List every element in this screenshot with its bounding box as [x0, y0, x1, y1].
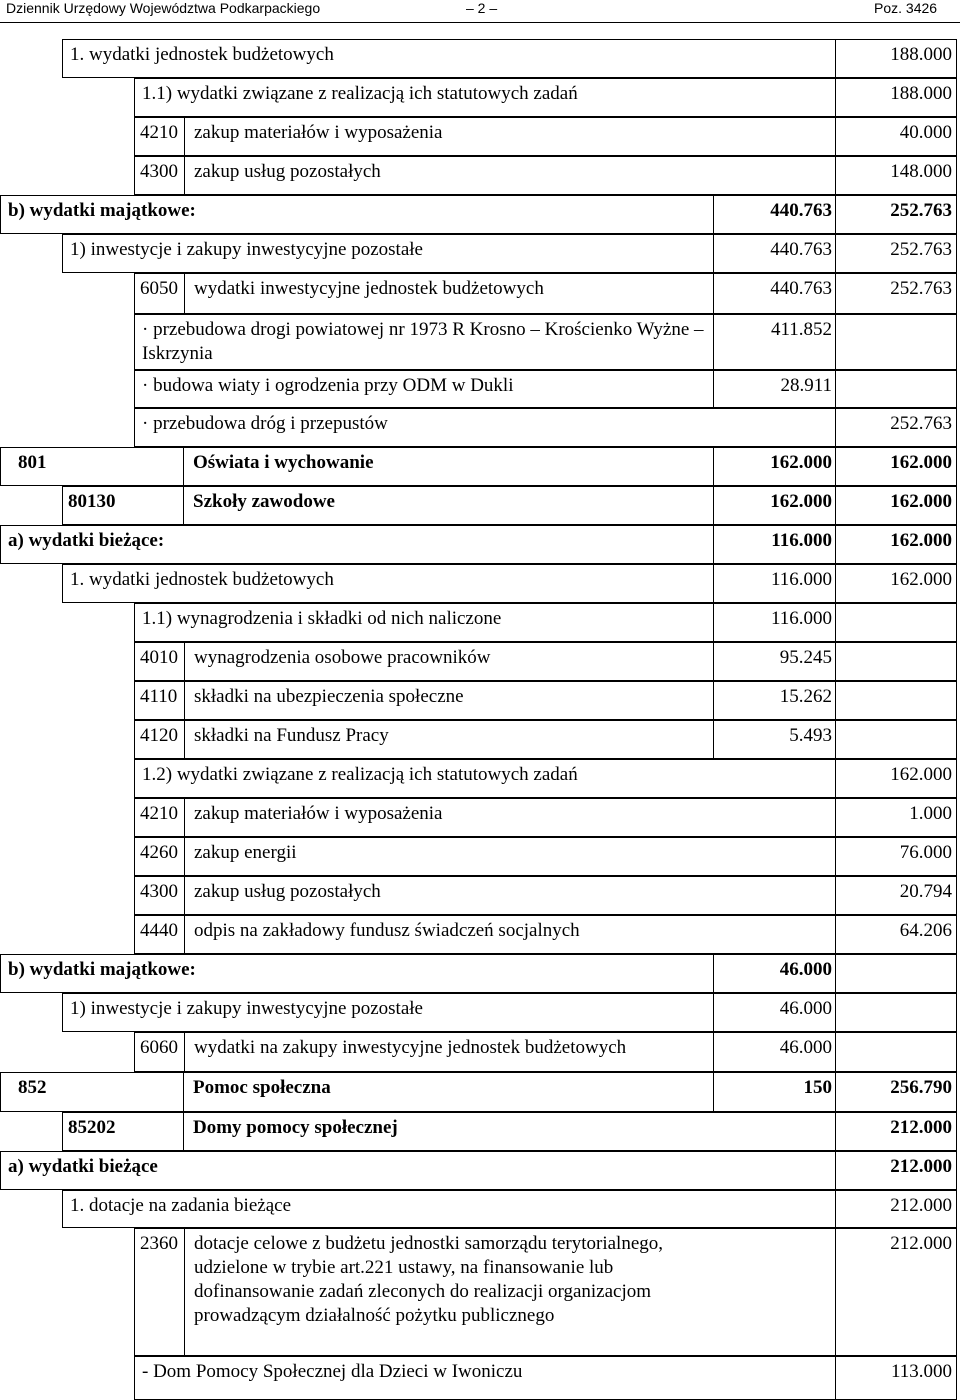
column-separator: [713, 314, 714, 370]
row-label: 1. wydatki jednostek budżetowych: [70, 569, 334, 590]
amount-decrease: 46.000: [779, 998, 832, 1019]
column-separator: [835, 1112, 836, 1151]
paragraph-code: 4300: [140, 161, 178, 182]
column-separator: [713, 603, 714, 642]
position-number: Poz. 3426: [874, 0, 938, 16]
row-label: wydatki inwestycyjne jednostek budżetowych: [194, 278, 544, 299]
paragraph-code: 4210: [140, 803, 178, 824]
amount-decrease: 150: [803, 1077, 832, 1098]
table-row: [0, 370, 960, 408]
amount-decrease: 411.852: [770, 319, 832, 340]
classification-code: 801: [18, 452, 47, 473]
table-row: [0, 1356, 960, 1400]
row-label: zakup materiałów i wyposażenia: [194, 803, 443, 824]
amount-increase: 162.000: [890, 491, 952, 512]
amount-increase: 212.000: [890, 1195, 952, 1216]
table-row: [0, 1112, 960, 1151]
column-separator: [713, 642, 714, 681]
amount-decrease: 46.000: [779, 959, 832, 980]
column-separator: [713, 681, 714, 720]
row-label: składki na Fundusz Pracy: [194, 725, 389, 746]
amount-increase: 252.763: [890, 239, 952, 260]
column-separator: [835, 234, 836, 273]
column-separator: [835, 156, 836, 195]
table-row: [0, 408, 960, 447]
column-separator: [713, 370, 714, 408]
column-separator: [713, 447, 714, 486]
column-separator: [713, 993, 714, 1032]
row-label: odpis na zakładowy fundusz świadczeń socjalnych: [194, 920, 580, 941]
column-separator: [183, 1112, 184, 1151]
paragraph-code: 2360: [140, 1233, 178, 1254]
table-row: [0, 117, 960, 156]
row-label: Domy pomocy społecznej: [193, 1117, 398, 1138]
column-separator: [184, 117, 185, 156]
row-label: Oświata i wychowanie: [193, 452, 374, 473]
table-row: [0, 642, 960, 681]
amount-increase: 212.000: [890, 1156, 952, 1177]
column-separator: [713, 525, 714, 564]
column-separator: [713, 720, 714, 759]
amount-decrease: 116.000: [771, 530, 832, 551]
amount-increase: 113.000: [890, 1361, 952, 1382]
amount-increase: 188.000: [890, 44, 952, 65]
amount-decrease: 5.493: [789, 725, 832, 746]
column-separator: [184, 1032, 185, 1072]
row-label: b) wydatki majątkowe:: [8, 959, 196, 980]
paragraph-code: 4440: [140, 920, 178, 941]
column-separator: [835, 681, 836, 720]
amount-increase: 188.000: [890, 83, 952, 104]
page-header: [0, 0, 960, 22]
column-separator: [835, 39, 836, 78]
amount-decrease: 116.000: [770, 569, 832, 590]
column-separator: [835, 564, 836, 603]
row-label: a) wydatki bieżące: [8, 1156, 158, 1177]
row-label: Szkoły zawodowe: [193, 491, 335, 512]
row-label: zakup energii: [194, 842, 297, 863]
column-separator: [184, 681, 185, 720]
column-separator: [713, 1072, 714, 1112]
column-separator: [835, 759, 836, 798]
row-label: 1. dotacje na zadania bieżące: [70, 1195, 291, 1216]
column-separator: [183, 447, 184, 486]
column-separator: [713, 1032, 714, 1072]
row-label: · przebudowa drogi powiatowej nr 1973 R Krosno – Krościenko Wyżne – Iskrzynia: [142, 319, 704, 364]
column-separator: [184, 642, 185, 681]
row-label: 1.1) wydatki związane z realizacją ich statutowych zadań: [142, 83, 578, 104]
table-row: [0, 759, 960, 798]
row-label: 1) inwestycje i zakupy inwestycyjne pozostałe: [70, 998, 423, 1019]
column-separator: [835, 837, 836, 876]
amount-increase: 40.000: [899, 122, 952, 143]
amount-increase: 162.000: [890, 530, 952, 551]
table-row: [0, 1190, 960, 1228]
column-separator: [835, 720, 836, 759]
paragraph-code: 4120: [140, 725, 178, 746]
amount-increase: 162.000: [890, 764, 952, 785]
amount-decrease: 440.763: [770, 200, 832, 221]
amount-decrease: 15.262: [779, 686, 832, 707]
column-separator: [835, 273, 836, 314]
column-separator: [835, 195, 836, 234]
paragraph-code: 4110: [140, 686, 178, 707]
paragraph-code: 6060: [140, 1037, 178, 1058]
table-row: [0, 314, 960, 370]
table-row: [0, 681, 960, 720]
column-separator: [835, 525, 836, 564]
amount-increase: 20.794: [899, 881, 952, 902]
table-row: [0, 156, 960, 195]
column-separator: [184, 915, 185, 954]
column-separator: [835, 1190, 836, 1228]
table-row: [0, 720, 960, 759]
row-label: 1. wydatki jednostek budżetowych: [70, 44, 334, 65]
row-label: · budowa wiaty i ogrodzenia przy ODM w Dukli: [142, 375, 514, 396]
column-separator: [183, 1072, 184, 1112]
amount-increase: 162.000: [890, 569, 952, 590]
column-separator: [184, 273, 185, 314]
column-separator: [835, 1032, 836, 1072]
amount-increase: 252.763: [890, 278, 952, 299]
amount-increase: 148.000: [890, 161, 952, 182]
column-separator: [835, 1228, 836, 1356]
table-row: [0, 195, 960, 234]
row-label: zakup usług pozostałych: [194, 161, 381, 182]
amount-increase: 212.000: [890, 1233, 952, 1254]
amount-decrease: 28.911: [780, 375, 832, 396]
column-separator: [184, 837, 185, 876]
amount-decrease: 440.763: [770, 239, 832, 260]
column-separator: [713, 234, 714, 273]
table-row: [0, 603, 960, 642]
row-label: wynagrodzenia osobowe pracowników: [194, 647, 491, 668]
column-separator: [835, 603, 836, 642]
amount-decrease: 440.763: [770, 278, 832, 299]
classification-code: 852: [18, 1077, 47, 1098]
column-separator: [835, 798, 836, 837]
amount-increase: 76.000: [899, 842, 952, 863]
column-separator: [713, 954, 714, 993]
table-row: [0, 837, 960, 876]
amount-increase: 252.763: [890, 413, 952, 434]
table-row: [0, 564, 960, 603]
table-row: [0, 273, 960, 314]
column-separator: [835, 370, 836, 408]
column-separator: [835, 915, 836, 954]
column-separator: [835, 486, 836, 525]
row-label: 1.1) wynagrodzenia i składki od nich naliczone: [142, 608, 502, 629]
classification-code: 85202: [68, 1117, 116, 1138]
table-row: [0, 993, 960, 1032]
table-row: [0, 1228, 960, 1356]
column-separator: [184, 156, 185, 195]
amount-increase: 162.000: [890, 452, 952, 473]
row-label: zakup usług pozostałych: [194, 881, 381, 902]
amount-decrease: 162.000: [770, 491, 832, 512]
paragraph-code: 4260: [140, 842, 178, 863]
amount-increase: 1.000: [909, 803, 952, 824]
column-separator: [835, 993, 836, 1032]
paragraph-code: 6050: [140, 278, 178, 299]
paragraph-code: 4210: [140, 122, 178, 143]
column-separator: [184, 720, 185, 759]
row-label: 1.2) wydatki związane z realizacją ich statutowych zadań: [142, 764, 578, 785]
table-row: [0, 798, 960, 837]
table-row: [0, 876, 960, 915]
column-separator: [184, 1228, 185, 1356]
amount-decrease: 116.000: [770, 608, 832, 629]
table-row: [0, 954, 960, 993]
column-separator: [713, 564, 714, 603]
journal-title: Dziennik Urzędowy Województwa Podkarpackiego: [6, 0, 321, 16]
column-separator: [835, 1151, 836, 1190]
column-separator: [713, 195, 714, 234]
column-separator: [835, 314, 836, 370]
column-separator: [835, 642, 836, 681]
amount-decrease: 95.245: [779, 647, 832, 668]
row-label: składki na ubezpieczenia społeczne: [194, 686, 464, 707]
amount-increase: 212.000: [890, 1117, 952, 1138]
row-label: Pomoc społeczna: [193, 1077, 331, 1098]
table-row: [0, 1072, 960, 1112]
table-row: [0, 78, 960, 117]
column-separator: [835, 117, 836, 156]
column-separator: [184, 876, 185, 915]
column-separator: [835, 876, 836, 915]
page-number: – 2 –: [466, 0, 498, 16]
classification-code: 80130: [68, 491, 116, 512]
amount-increase: 252.763: [890, 200, 952, 221]
row-label: 1) inwestycje i zakupy inwestycyjne pozostałe: [70, 239, 423, 260]
table-row: [0, 1151, 960, 1190]
column-separator: [835, 78, 836, 117]
column-separator: [713, 486, 714, 525]
row-label: b) wydatki majątkowe:: [8, 200, 196, 221]
column-separator: [835, 1356, 836, 1400]
table-row: [0, 915, 960, 954]
column-separator: [835, 1072, 836, 1112]
table-row: [0, 486, 960, 525]
row-label: a) wydatki bieżące:: [8, 530, 165, 551]
amount-decrease: 46.000: [779, 1037, 832, 1058]
row-label: wydatki na zakupy inwestycyjne jednostek budżetowych: [194, 1037, 627, 1058]
table-row: [0, 447, 960, 486]
table-row: [0, 525, 960, 564]
amount-increase: 256.790: [890, 1077, 952, 1098]
column-separator: [835, 447, 836, 486]
row-label: - Dom Pomocy Społecznej dla Dzieci w Iwoniczu: [142, 1361, 523, 1382]
row-label: dotacje celowe z budżetu jednostki samorządu terytorialnego, udzielone w trybie art.221 ustawy, na finansowanie lub dofinansowanie zadań zleconych do realizacji organizacjom prowadzącym działalność pożytku publicznego: [194, 1233, 664, 1326]
paragraph-code: 4010: [140, 647, 178, 668]
table-row: [0, 234, 960, 273]
column-separator: [713, 273, 714, 314]
column-separator: [835, 408, 836, 447]
row-label: · przebudowa dróg i przepustów: [142, 413, 388, 434]
column-separator: [835, 954, 836, 993]
table-row: [0, 1032, 960, 1072]
column-separator: [184, 798, 185, 837]
amount-increase: 64.206: [899, 920, 952, 941]
column-separator: [183, 486, 184, 525]
paragraph-code: 4300: [140, 881, 178, 902]
table-row: [0, 39, 960, 78]
row-label: zakup materiałów i wyposażenia: [194, 122, 443, 143]
amount-decrease: 162.000: [770, 452, 832, 473]
header-rule: [0, 22, 960, 23]
